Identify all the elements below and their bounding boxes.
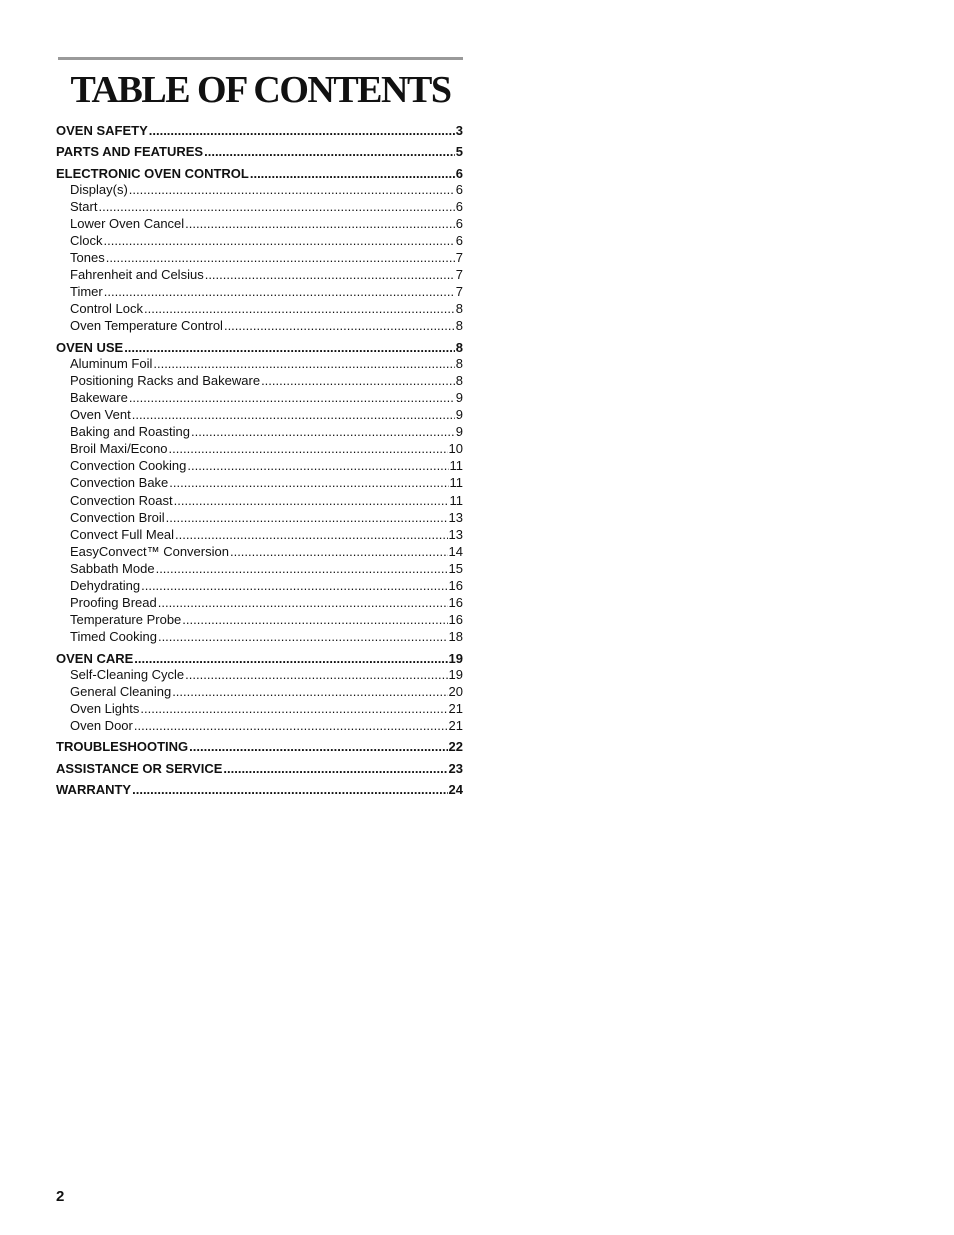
toc-entry-title: Broil Maxi/Econo [70,441,168,457]
toc-entry-title: Lower Oven Cancel [70,215,185,231]
toc-subsection[interactable] [56,232,463,249]
toc-subsection[interactable] [56,543,463,560]
toc-entry-title: Aluminum Foil [70,355,153,371]
toc-subsection[interactable] [56,249,463,266]
toc-entry-title: Sabbath Mode [70,560,155,576]
toc-entry-title: Oven Lights [70,700,140,716]
toc-subsection[interactable] [56,577,463,594]
toc-subsection[interactable] [56,181,463,198]
toc-entry-page: 13 [448,526,463,542]
toc-entry-title: Baking and Roasting [70,424,190,440]
toc-entry-page: 11 [449,458,463,474]
toc-section[interactable] [56,760,463,777]
toc-section[interactable] [56,339,463,356]
toc-subsection[interactable] [56,317,463,334]
toc-leader-dots [261,372,455,389]
toc-entry-title: Convection Roast [70,492,173,508]
toc-leader-dots [185,215,455,232]
toc-leader-dots [153,355,454,372]
toc-leader-dots [204,143,455,160]
toc-subsection[interactable] [56,611,463,628]
toc-entry-page: 14 [448,543,463,559]
toc-leader-dots [250,165,455,182]
toc-leader-dots [144,300,455,317]
toc-entry-page: 8 [455,318,463,334]
toc-entry-page: 15 [448,560,463,576]
toc-entry-page: 5 [455,144,463,160]
toc-leader-dots [185,666,447,683]
toc-entry-title: Positioning Racks and Bakeware [70,372,261,388]
toc-entry-page: 9 [455,424,463,440]
toc-entry-page: 16 [448,578,463,593]
toc-entry-title: ELECTRONIC OVEN CONTROL [56,165,249,181]
toc-section[interactable] [56,122,463,139]
toc-subsection[interactable] [56,509,463,526]
toc-entry-page: 7 [455,267,463,283]
toc-leader-dots [166,509,448,526]
toc-leader-dots [169,474,448,491]
toc-leader-dots [141,577,447,594]
toc-leader-dots [189,738,447,755]
toc-entry-title: Dehydrating [70,578,141,593]
toc-entry-title: General Cleaning [70,683,172,699]
toc-entry-page: 19 [448,666,463,682]
toc-entry-page: 6 [455,165,463,181]
toc-leader-dots [140,700,447,717]
toc-subsection[interactable] [56,389,463,406]
toc-entry-page: 7 [455,250,463,266]
toc-entry-title: Clock [70,232,103,248]
toc-subsection[interactable] [56,594,463,611]
toc-entry-title: Convection Bake [70,475,169,491]
toc-subsection[interactable] [56,526,463,543]
toc-subsection[interactable] [56,283,463,300]
toc-leader-dots [158,594,448,611]
toc-leader-dots [129,389,455,406]
toc-entry-title: Oven Vent [70,407,131,423]
toc-leader-dots [149,122,455,139]
toc-entry-title: Display(s) [70,181,128,197]
toc-entry-title: EasyConvect™ Conversion [70,543,229,559]
toc-subsection[interactable] [56,198,463,215]
toc-leader-dots [182,611,447,628]
toc-leader-dots [187,457,448,474]
toc-entry-title: OVEN USE [56,339,124,355]
toc-entry-page: 7 [455,284,463,300]
toc-entry-page: 16 [448,612,463,628]
toc-leader-dots [223,760,447,777]
toc-subsection[interactable] [56,300,463,317]
toc-leader-dots [134,650,447,667]
toc-leader-dots [230,543,448,560]
toc-leader-dots [124,339,455,356]
toc-leader-dots [205,266,455,283]
toc-entry-page: 9 [455,407,463,423]
toc-section[interactable] [56,650,463,667]
toc-entry-title: OVEN CARE [56,650,134,666]
toc-leader-dots [158,628,448,645]
toc-entry-title: Timed Cooking [70,629,157,645]
toc-entry-page: 19 [448,650,463,666]
toc-leader-dots [174,492,449,509]
toc-entry-page: 6 [455,232,463,248]
toc-entry-page: 24 [448,781,463,797]
toc-subsection[interactable] [56,700,463,717]
toc-entry-page: 8 [455,355,463,371]
toc-subsection[interactable] [56,440,463,457]
toc-leader-dots [175,526,447,543]
toc-subsection[interactable] [56,215,463,232]
toc-entry-title: TROUBLESHOOTING [56,739,189,755]
toc-entry-page: 8 [455,339,463,355]
toc-entry-title: Fahrenheit and Celsius [70,267,204,283]
toc-entry-title: Timer [70,284,103,300]
toc-entry-title: Oven Temperature Control [70,318,223,334]
toc-leader-dots [104,283,455,300]
toc-entry-title: Oven Door [70,717,133,733]
toc-entry-page: 9 [455,389,463,405]
toc-entry-page: 22 [448,739,463,755]
toc-entry-title: WARRANTY [56,781,132,797]
toc-section[interactable] [56,738,463,755]
toc-entry-page: 23 [448,760,463,776]
toc-leader-dots [172,683,447,700]
toc-entry-title: Self-Cleaning Cycle [70,666,185,682]
toc-section[interactable] [56,165,463,182]
toc-entry-page: 11 [449,492,463,508]
header-rule [58,57,463,60]
toc-subsection[interactable] [56,683,463,700]
table-of-contents [56,122,463,798]
toc-entry-title: Temperature Probe [70,612,182,628]
toc-leader-dots [132,781,447,798]
toc-section[interactable] [56,143,463,160]
toc-entry-page: 10 [448,441,463,457]
toc-subsection[interactable] [56,406,463,423]
toc-leader-dots [134,717,448,734]
toc-leader-dots [191,423,455,440]
toc-subsection[interactable] [56,560,463,577]
toc-entry-title: PARTS AND FEATURES [56,144,204,160]
toc-leader-dots [169,440,448,457]
toc-entry-page: 18 [448,629,463,645]
toc-entry-page: 13 [448,509,463,525]
toc-subsection[interactable] [56,423,463,440]
toc-entry-page: 8 [455,301,463,317]
toc-entry-title: Convection Broil [70,509,165,525]
toc-subsection[interactable] [56,372,463,389]
toc-entry-page: 6 [455,181,463,197]
page-title: TABLE OF CONTENTS [70,69,451,111]
toc-leader-dots [132,406,455,423]
toc-entry-title: Convect Full Meal [70,526,175,542]
toc-subsection[interactable] [56,355,463,372]
toc-leader-dots [104,232,455,249]
toc-entry-page: 21 [448,717,463,733]
toc-leader-dots [106,249,455,266]
toc-entry-page: 3 [455,123,463,138]
toc-leader-dots [156,560,448,577]
toc-entry-page: 21 [448,700,463,716]
toc-subsection[interactable] [56,266,463,283]
toc-entry-title: ASSISTANCE OR SERVICE [56,760,223,776]
toc-entry-page: 11 [449,475,463,491]
toc-entry-page: 6 [455,215,463,231]
toc-leader-dots [98,198,454,215]
toc-subsection[interactable] [56,628,463,645]
toc-entry-page: 16 [448,595,463,611]
toc-leader-dots [224,317,455,334]
toc-subsection[interactable] [56,492,463,509]
toc-leader-dots [129,181,455,198]
toc-section[interactable] [56,781,463,798]
toc-entry-title: OVEN SAFETY [56,123,148,138]
toc-entry-page: 8 [455,372,463,388]
toc-entry-title: Tones [70,250,105,266]
page-number: 2 [56,1188,65,1205]
toc-entry-page: 6 [455,198,463,214]
toc-entry-title: Proofing Bread [70,595,157,611]
toc-entry-page: 20 [448,683,463,699]
toc-entry-title: Control Lock [70,301,143,317]
toc-subsection[interactable] [56,457,463,474]
toc-subsection[interactable] [56,717,463,734]
toc-entry-title: Bakeware [70,389,128,405]
toc-entry-title: Convection Cooking [70,458,187,474]
toc-entry-title: Start [70,198,98,214]
toc-subsection[interactable] [56,666,463,683]
toc-subsection[interactable] [56,474,463,491]
